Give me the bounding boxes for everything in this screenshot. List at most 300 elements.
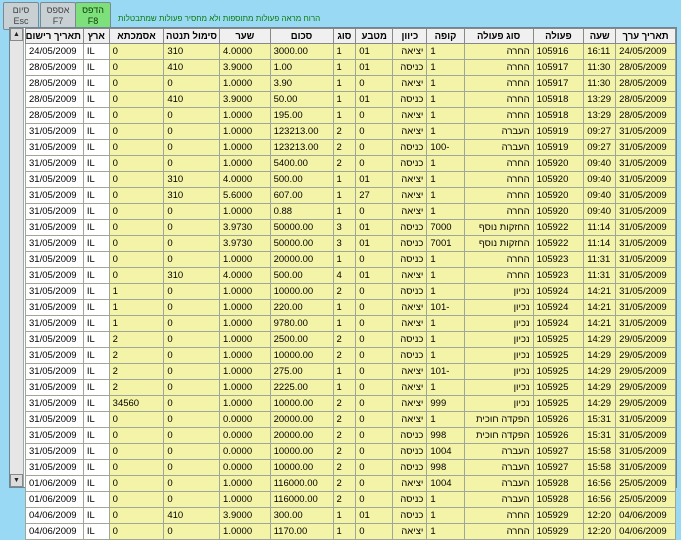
table-cell: 31/05/2009 xyxy=(26,460,84,476)
table-cell: 28/05/2009 xyxy=(26,76,84,92)
table-cell: העברה xyxy=(464,476,533,492)
table-body xyxy=(26,44,676,540)
table-row[interactable] xyxy=(26,348,676,364)
table-cell: 0 xyxy=(164,524,220,540)
table-cell: כניסה xyxy=(393,508,427,524)
report-notice: הרוח מראה פעולות מתוספות ולא מחסיר פעולות שמתבטלות xyxy=(118,14,321,23)
table-cell: 16:56 xyxy=(584,492,616,508)
export-button-key: F7 xyxy=(52,16,64,26)
table-row[interactable] xyxy=(26,364,676,380)
table-row[interactable] xyxy=(26,412,676,428)
table-row[interactable] xyxy=(26,108,676,124)
table-cell: 0 xyxy=(109,204,164,220)
table-cell: 3.90 xyxy=(270,76,333,92)
table-cell: 3.9000 xyxy=(220,60,271,76)
table-row[interactable] xyxy=(26,396,676,412)
table-cell: 105920 xyxy=(533,156,584,172)
table-cell: 2225.00 xyxy=(270,380,333,396)
table-cell: 1 xyxy=(109,284,164,300)
table-cell: כניסה xyxy=(393,428,427,444)
table-cell: 2 xyxy=(333,444,356,460)
table-cell: 31/05/2009 xyxy=(26,412,84,428)
table-cell: 1 xyxy=(333,380,356,396)
table-cell: 31/05/2009 xyxy=(26,124,84,140)
table-cell: 31/05/2009 xyxy=(616,220,676,236)
table-cell: 15:58 xyxy=(584,460,616,476)
table-cell: 998 xyxy=(427,428,464,444)
table-cell: 310 xyxy=(164,188,220,204)
table-cell: כניסה xyxy=(393,492,427,508)
table-cell: 31/05/2009 xyxy=(26,268,84,284)
table-cell: יציאה xyxy=(393,300,427,316)
table-cell: 16:11 xyxy=(584,44,616,60)
table-cell: 20000.00 xyxy=(270,412,333,428)
table-cell: 105925 xyxy=(533,332,584,348)
print-button-label: הדפס xyxy=(82,5,104,15)
table-cell: IL xyxy=(83,348,109,364)
table-row[interactable] xyxy=(26,220,676,236)
table-cell: 1 xyxy=(333,172,356,188)
table-cell: 105917 xyxy=(533,60,584,76)
table-cell: נכיון xyxy=(464,300,533,316)
table-cell: 4.0000 xyxy=(220,268,271,284)
table-cell: 09:40 xyxy=(584,188,616,204)
table-cell: 31/05/2009 xyxy=(616,252,676,268)
table-cell: נכיון xyxy=(464,332,533,348)
table-cell: כניסה xyxy=(393,236,427,252)
table-cell: 01 xyxy=(356,60,393,76)
print-button-key: F8 xyxy=(87,16,99,26)
table-cell: 11:30 xyxy=(584,60,616,76)
table-cell: 50.00 xyxy=(270,92,333,108)
table-cell: IL xyxy=(83,476,109,492)
table-cell: 14:29 xyxy=(584,396,616,412)
table-cell: 0 xyxy=(109,268,164,284)
table-cell: 29/05/2009 xyxy=(616,348,676,364)
table-cell: 09:27 xyxy=(584,140,616,156)
table-row[interactable] xyxy=(26,188,676,204)
table-cell: 0 xyxy=(356,476,393,492)
table-cell: החרה xyxy=(464,172,533,188)
table-cell: IL xyxy=(83,44,109,60)
table-cell: 2 xyxy=(333,412,356,428)
column-header[interactable]: סוג xyxy=(333,29,356,44)
table-cell: 28/05/2009 xyxy=(26,108,84,124)
table-cell: 1.0000 xyxy=(220,348,271,364)
table-row[interactable] xyxy=(26,316,676,332)
table-cell: 0 xyxy=(356,492,393,508)
table-cell: 14:21 xyxy=(584,284,616,300)
table-cell: 1 xyxy=(427,60,464,76)
table-cell: החרה xyxy=(464,76,533,92)
table-cell: 31/05/2009 xyxy=(26,284,84,300)
table-cell: 1.0000 xyxy=(220,380,271,396)
table-cell: 09:40 xyxy=(584,156,616,172)
table-cell: 01 xyxy=(356,236,393,252)
column-header[interactable]: פעולה xyxy=(533,29,584,44)
table-cell: 1.0000 xyxy=(220,284,271,300)
table-cell: 105924 xyxy=(533,316,584,332)
table-cell: 10000.00 xyxy=(270,284,333,300)
table-cell: 0 xyxy=(164,316,220,332)
table-cell: 1 xyxy=(427,252,464,268)
table-cell: 1.0000 xyxy=(220,108,271,124)
table-cell: 0 xyxy=(164,124,220,140)
column-header[interactable]: כיוון xyxy=(393,29,427,44)
table-row[interactable] xyxy=(26,76,676,92)
table-cell: יציאה xyxy=(393,412,427,428)
table-cell: 0 xyxy=(164,204,220,220)
table-cell: נכיון xyxy=(464,316,533,332)
table-cell: 09:27 xyxy=(584,124,616,140)
table-row[interactable] xyxy=(26,492,676,508)
table-cell: 0 xyxy=(109,60,164,76)
export-button[interactable] xyxy=(40,2,76,30)
table-cell: 195.00 xyxy=(270,108,333,124)
table-cell: 1 xyxy=(333,524,356,540)
table-cell: 31/05/2009 xyxy=(26,172,84,188)
table-cell: 31/05/2009 xyxy=(26,236,84,252)
table-row[interactable] xyxy=(26,252,676,268)
table-cell: החרה xyxy=(464,524,533,540)
table-cell: 29/05/2009 xyxy=(616,380,676,396)
table-cell: 1 xyxy=(333,76,356,92)
table-cell: IL xyxy=(83,220,109,236)
table-cell: 2 xyxy=(333,492,356,508)
table-cell: 0 xyxy=(164,300,220,316)
table-cell: 0 xyxy=(109,140,164,156)
table-cell: יציאה xyxy=(393,188,427,204)
table-cell: נכיון xyxy=(464,284,533,300)
table-cell: 31/05/2009 xyxy=(26,428,84,444)
table-cell: 28/05/2009 xyxy=(616,92,676,108)
table-cell: 0 xyxy=(109,252,164,268)
table-cell: 105919 xyxy=(533,140,584,156)
table-cell: העברה xyxy=(464,444,533,460)
table-cell: 31/05/2009 xyxy=(616,236,676,252)
table-cell: IL xyxy=(83,284,109,300)
transactions-grid xyxy=(9,27,677,537)
table-cell: 1 xyxy=(109,316,164,332)
table-cell: 0 xyxy=(356,412,393,428)
table-cell: IL xyxy=(83,236,109,252)
table-row[interactable] xyxy=(26,460,676,476)
column-header[interactable]: סימול תנטה xyxy=(164,29,220,44)
table-cell: 1 xyxy=(427,380,464,396)
table-cell: 1.0000 xyxy=(220,76,271,92)
table-cell: יציאה xyxy=(393,268,427,284)
table-row[interactable] xyxy=(26,428,676,444)
table-cell: כניסה xyxy=(393,92,427,108)
table-cell: 123213.00 xyxy=(270,124,333,140)
table-row[interactable] xyxy=(26,332,676,348)
table-cell: 2 xyxy=(333,284,356,300)
table-cell: 105922 xyxy=(533,236,584,252)
table-cell: 310 xyxy=(164,44,220,60)
table-row[interactable] xyxy=(26,524,676,540)
table-cell: 0 xyxy=(356,76,393,92)
table-cell: 3.9000 xyxy=(220,92,271,108)
table-cell: 14:29 xyxy=(584,332,616,348)
table-cell: 0 xyxy=(356,444,393,460)
table-cell: 0 xyxy=(356,396,393,412)
table-row[interactable] xyxy=(26,140,676,156)
column-header[interactable]: קופה xyxy=(427,29,464,44)
table-cell: 1 xyxy=(427,508,464,524)
table-cell: 1 xyxy=(427,492,464,508)
table-cell: 1 xyxy=(427,172,464,188)
table-cell: החרה xyxy=(464,108,533,124)
table-row[interactable] xyxy=(26,92,676,108)
table-cell: 0 xyxy=(109,92,164,108)
table-cell: 2 xyxy=(333,332,356,348)
table-cell: 105929 xyxy=(533,508,584,524)
table-cell: 14:21 xyxy=(584,316,616,332)
table-cell: 31/05/2009 xyxy=(26,396,84,412)
table-row[interactable] xyxy=(26,44,676,60)
table-cell: 16:56 xyxy=(584,476,616,492)
table-cell: 04/06/2009 xyxy=(616,508,676,524)
table-cell: 0 xyxy=(109,476,164,492)
table-cell: 1 xyxy=(333,60,356,76)
table-cell: כניסה xyxy=(393,284,427,300)
table-cell: 0 xyxy=(164,476,220,492)
table-cell: 31/05/2009 xyxy=(616,172,676,188)
table-cell: 2 xyxy=(333,396,356,412)
table-cell: 12:20 xyxy=(584,524,616,540)
table-cell: 3 xyxy=(333,236,356,252)
table-row[interactable] xyxy=(26,284,676,300)
table-cell: החרה xyxy=(464,508,533,524)
table-cell: 105926 xyxy=(533,428,584,444)
table-cell: 0 xyxy=(356,460,393,476)
table-cell: 01/06/2009 xyxy=(26,492,84,508)
table-cell: 0 xyxy=(356,124,393,140)
table-cell: 1 xyxy=(333,204,356,220)
transactions-table xyxy=(25,28,676,540)
table-cell: 4.0000 xyxy=(220,44,271,60)
table-cell: 1.0000 xyxy=(220,396,271,412)
table-cell: 105923 xyxy=(533,268,584,284)
table-cell: נכיון xyxy=(464,380,533,396)
table-cell: 31/05/2009 xyxy=(616,316,676,332)
print-button[interactable] xyxy=(75,2,111,30)
table-cell: 1.0000 xyxy=(220,332,271,348)
table-cell: העברה xyxy=(464,140,533,156)
table-cell: IL xyxy=(83,92,109,108)
table-cell: 0 xyxy=(356,364,393,380)
table-row[interactable] xyxy=(26,236,676,252)
table-cell: 1 xyxy=(427,44,464,60)
table-cell: 31/05/2009 xyxy=(26,188,84,204)
table-row[interactable] xyxy=(26,60,676,76)
table-cell: 1 xyxy=(427,316,464,332)
table-cell: 0 xyxy=(164,460,220,476)
table-row[interactable] xyxy=(26,444,676,460)
table-cell: 0 xyxy=(356,524,393,540)
export-button-label: אספס xyxy=(46,5,70,15)
table-cell: 31/05/2009 xyxy=(26,156,84,172)
table-cell: 3 xyxy=(333,220,356,236)
table-cell: 11:30 xyxy=(584,76,616,92)
table-cell: 1 xyxy=(427,76,464,92)
column-header[interactable]: שער xyxy=(220,29,271,44)
table-cell: 01 xyxy=(356,172,393,188)
table-cell: 01/06/2009 xyxy=(26,476,84,492)
table-cell: 24/05/2009 xyxy=(26,44,84,60)
table-cell: 1.0000 xyxy=(220,492,271,508)
table-cell: 0.0000 xyxy=(220,444,271,460)
table-cell: 3000.00 xyxy=(270,44,333,60)
table-cell: 14:29 xyxy=(584,380,616,396)
table-cell: יציאה xyxy=(393,316,427,332)
table-cell: 100- xyxy=(427,140,464,156)
table-row[interactable] xyxy=(26,268,676,284)
table-cell: 11:31 xyxy=(584,252,616,268)
table-cell: 13:29 xyxy=(584,92,616,108)
table-cell: 28/05/2009 xyxy=(26,60,84,76)
table-cell: 1 xyxy=(333,252,356,268)
table-cell: 31/05/2009 xyxy=(616,124,676,140)
table-cell: 10000.00 xyxy=(270,396,333,412)
table-row[interactable] xyxy=(26,156,676,172)
table-row[interactable] xyxy=(26,204,676,220)
column-header[interactable]: תאריך ערך xyxy=(616,29,676,44)
table-cell: החרה xyxy=(464,156,533,172)
table-cell: 0 xyxy=(356,428,393,444)
table-cell: 0 xyxy=(356,284,393,300)
table-cell: 1 xyxy=(333,44,356,60)
table-cell: 105927 xyxy=(533,444,584,460)
table-cell: 2 xyxy=(333,476,356,492)
vertical-scrollbar[interactable] xyxy=(10,28,24,487)
table-cell: 1.0000 xyxy=(220,140,271,156)
table-cell: 105929 xyxy=(533,524,584,540)
table-cell: 4.0000 xyxy=(220,172,271,188)
column-header[interactable]: סוג פעולה xyxy=(464,29,533,44)
table-cell: 410 xyxy=(164,92,220,108)
table-cell: 31/05/2009 xyxy=(26,300,84,316)
table-row[interactable] xyxy=(26,124,676,140)
table-cell: 1 xyxy=(427,124,464,140)
table-cell: 1 xyxy=(427,108,464,124)
table-cell: 310 xyxy=(164,172,220,188)
table-cell: 29/05/2009 xyxy=(616,364,676,380)
table-cell: IL xyxy=(83,204,109,220)
table-cell: 01 xyxy=(356,508,393,524)
table-cell: 29/05/2009 xyxy=(616,332,676,348)
table-cell: 0 xyxy=(164,380,220,396)
table-cell: 0 xyxy=(109,108,164,124)
column-header[interactable]: שעה xyxy=(584,29,616,44)
table-cell: IL xyxy=(83,156,109,172)
table-cell: 1 xyxy=(427,156,464,172)
table-cell: 2 xyxy=(333,156,356,172)
table-cell: כניסה xyxy=(393,60,427,76)
table-cell: 101- xyxy=(427,300,464,316)
table-row[interactable] xyxy=(26,300,676,316)
column-header[interactable]: מטבע xyxy=(356,29,393,44)
table-cell: 0 xyxy=(164,76,220,92)
table-cell: 0 xyxy=(109,412,164,428)
table-row[interactable] xyxy=(26,476,676,492)
column-header[interactable]: תאריך רישום xyxy=(26,29,84,44)
table-cell: 0.0000 xyxy=(220,428,271,444)
table-cell: 999 xyxy=(427,396,464,412)
table-cell: 0 xyxy=(356,316,393,332)
table-cell: IL xyxy=(83,268,109,284)
table-cell: 1 xyxy=(333,108,356,124)
table-cell: 14:21 xyxy=(584,300,616,316)
column-header[interactable]: ארץ xyxy=(83,29,109,44)
column-header[interactable]: סכום xyxy=(270,29,333,44)
table-cell: IL xyxy=(83,396,109,412)
table-cell: 31/05/2009 xyxy=(616,412,676,428)
column-header[interactable]: אסמכתא xyxy=(109,29,164,44)
table-cell: 1.0000 xyxy=(220,204,271,220)
table-cell: 1.0000 xyxy=(220,300,271,316)
table-cell: 31/05/2009 xyxy=(26,444,84,460)
table-cell: 31/05/2009 xyxy=(26,252,84,268)
table-cell: 0 xyxy=(356,252,393,268)
table-cell: IL xyxy=(83,140,109,156)
table-cell: 105918 xyxy=(533,108,584,124)
table-cell: 3.9730 xyxy=(220,220,271,236)
table-cell: 1.0000 xyxy=(220,364,271,380)
table-cell: 105922 xyxy=(533,220,584,236)
table-cell: כניסה xyxy=(393,444,427,460)
exit-button[interactable] xyxy=(3,2,39,30)
table-cell: 7001 xyxy=(427,236,464,252)
table-cell: 3.9000 xyxy=(220,508,271,524)
table-row[interactable] xyxy=(26,172,676,188)
table-row[interactable] xyxy=(26,380,676,396)
table-cell: IL xyxy=(83,380,109,396)
table-cell: 0 xyxy=(109,492,164,508)
table-cell: כניסה xyxy=(393,140,427,156)
table-cell: 0 xyxy=(164,348,220,364)
table-cell: 1 xyxy=(427,188,464,204)
table-cell: 31/05/2009 xyxy=(26,364,84,380)
table-cell: 0 xyxy=(164,140,220,156)
table-cell: העברה xyxy=(464,124,533,140)
scroll-down-icon[interactable]: ▼ xyxy=(10,474,23,487)
table-row[interactable] xyxy=(26,508,676,524)
table-cell: 500.00 xyxy=(270,172,333,188)
table-cell: 0 xyxy=(356,380,393,396)
table-cell: 1 xyxy=(333,300,356,316)
table-cell: 5400.00 xyxy=(270,156,333,172)
table-cell: 31/05/2009 xyxy=(616,140,676,156)
table-cell: 34560 xyxy=(109,396,164,412)
table-cell: 10000.00 xyxy=(270,348,333,364)
table-cell: 0 xyxy=(109,44,164,60)
table-cell: החרה xyxy=(464,188,533,204)
table-cell: IL xyxy=(83,444,109,460)
table-cell: 1 xyxy=(333,316,356,332)
table-cell: החזקות נוסף xyxy=(464,220,533,236)
table-cell: 0 xyxy=(164,444,220,460)
table-cell: 0 xyxy=(109,188,164,204)
table-cell: 105920 xyxy=(533,188,584,204)
table-cell: 1 xyxy=(427,204,464,220)
table-cell: IL xyxy=(83,492,109,508)
scroll-up-icon[interactable]: ▲ xyxy=(10,28,23,41)
table-cell: IL xyxy=(83,428,109,444)
table-cell: 998 xyxy=(427,460,464,476)
table-cell: 2 xyxy=(333,140,356,156)
table-cell: 1.0000 xyxy=(220,156,271,172)
